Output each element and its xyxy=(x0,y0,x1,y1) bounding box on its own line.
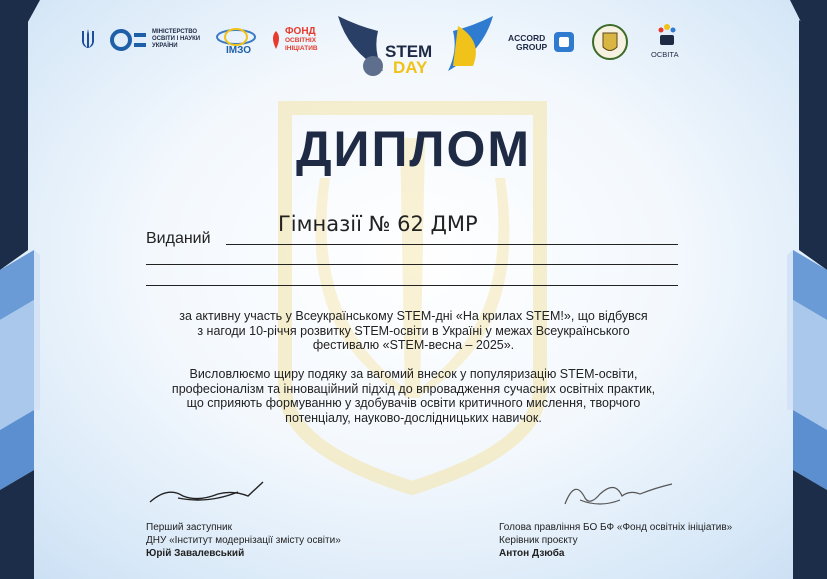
fond-logo-icon xyxy=(269,29,283,51)
accord-logo-icon xyxy=(553,31,575,53)
ministry-logo-text: МІНІСТЕРСТВО ОСВІТИ І НАУКИ УКРАЇНИ xyxy=(152,29,201,49)
participation-text: за активну участь у Всеукраїнському STEM-дні «На крилах STEM!», що відбувся з нагоди 10-річчя розвитку STEM-освіти в Україні у межах Всеукраїнського фестивалю «STEM-весна – 2025». xyxy=(179,309,648,352)
gratitude-text: Висловлюємо щиру подяку за вагомий внесок у популяризацію STEM-освіти, професіоналізм та інноваційний підхід до впровадження сучасних освітніх практик, що сприяють формуванню у здобувачів освіти критичного мислення, творчого потенціалу, науково-дослідницьких навичок. xyxy=(171,367,656,425)
accord-logo-text: ACCORD GROUP xyxy=(508,33,548,52)
right-signature xyxy=(560,470,680,512)
blank-line xyxy=(146,285,678,286)
ukraine-trident-icon xyxy=(80,28,96,52)
osvita-logo-text: ОСВІТА xyxy=(651,50,679,59)
blank-line xyxy=(146,264,678,265)
diploma-title: ДИПЛОМ xyxy=(295,121,532,177)
logos-row xyxy=(0,8,827,83)
left-signatory: Перший заступник ДНУ «Інститут модернізації змісту освіти» Юрій Завалевський xyxy=(146,522,341,559)
imzo-logo-text: ІМЗО xyxy=(226,45,252,56)
left-signature xyxy=(148,478,268,508)
issued-label: Виданий xyxy=(146,230,211,247)
ministry-logo-icon xyxy=(110,29,150,51)
osvita-logo-icon xyxy=(656,22,678,48)
recipient-underline xyxy=(226,244,678,245)
fond-logo-text: ФОНД ОСВІТНІХ ІНІЦІАТИВ xyxy=(285,26,318,52)
right-signatory: Голова правління БО БФ «Фонд освітніх ініціатив» Керівник проєкту Антон Дзюба xyxy=(499,522,733,559)
stemday-logo-text: STEM DAY xyxy=(385,42,433,77)
recipient-name: Гімназії № 62 ДМР xyxy=(278,212,478,236)
emblem-icon xyxy=(592,23,628,61)
